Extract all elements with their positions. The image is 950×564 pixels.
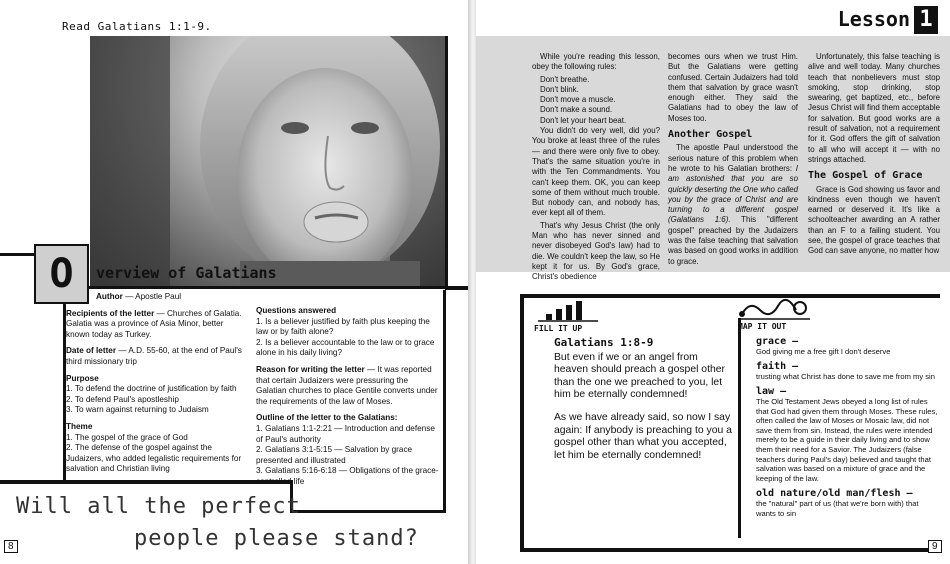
big-question-line-1: Will all the perfect xyxy=(16,494,301,519)
paragraph: The apostle Paul understood the serious nature of this problem when he wrote to his Galatian brothers: xyxy=(668,143,798,173)
glossary xyxy=(756,337,938,518)
paragraph: Unfortunately, this false teaching is alive and well today. Many churches teach that nonbelievers must stop smoking, stop drinking, stop swearing, get baptized, etc., before Jesus Christ will find them acceptable for salvation. But good works are a result of salvation, not a requirement for it. God offers the gift of salvation to all who will accept it — with no strings attached. xyxy=(808,52,940,164)
page-number-left: 8 xyxy=(4,540,18,553)
lesson-column-3 xyxy=(808,52,940,259)
bar-graph-icon xyxy=(538,300,598,322)
verse-text: But even if we or an angel from heaven should preach a gospel other than the one we preached to you, let him be eternally condemned! xyxy=(554,351,725,401)
overview-column-left xyxy=(66,292,248,475)
rule-item: Don't make a sound. xyxy=(540,105,613,115)
lesson-label: Lesson xyxy=(837,7,910,31)
paragraph: Grace is God showing us favor and kindness even though we haven't earned or deserved it. It's like a schoolteacher awarding an A rather than an F to a failing student. You see, the gospel of grace teaches that God can save anyone, no matter how xyxy=(808,184,940,256)
divider xyxy=(290,510,446,513)
glossary-term: old nature/old man/flesh — xyxy=(756,488,913,500)
fill-it-up-label: FILL IT UP xyxy=(534,324,583,333)
left-page xyxy=(0,0,468,564)
author-label: Author xyxy=(96,292,123,301)
reading-assignment: Read Galatians 1:1-9. xyxy=(62,20,212,33)
rule-item: Don't blink. xyxy=(540,84,579,94)
subheading-gospel-of-grace: The Gospel of Grace xyxy=(808,170,923,182)
reason-value: — It was reported that certain Judaizers were pressuring the Galatian churches to place Gentile converts under the requirements of the law of Moses. xyxy=(256,364,438,406)
page-number-right: 9 xyxy=(928,540,942,553)
divider xyxy=(0,253,34,256)
overview-title: verview of Galatians xyxy=(96,264,277,282)
list-item: 1. To defend the doctrine of justification by faith xyxy=(66,384,237,394)
author-value: — Apostle Paul xyxy=(122,292,182,301)
list-item: 2. Galatians 3:1-5:15 — Salvation by grace presented and illustrated xyxy=(256,445,413,465)
list-item: 2. The defense of the gospel against the Judaizers, who added legalistic requirements for salvation and Christian living xyxy=(66,443,242,474)
girl-photo xyxy=(90,36,445,286)
rules-intro: While you're reading this lesson, obey the following rules: xyxy=(532,52,660,72)
rule-item: Don't move a muscle. xyxy=(540,95,616,105)
glossary-definition: the "natural" part of us (that we're born with) that wants to sin xyxy=(756,498,919,518)
divider xyxy=(445,36,448,288)
purpose-heading: Purpose xyxy=(66,373,99,383)
glossary-definition: God giving me a free gift I don't deserve xyxy=(756,346,891,356)
right-page xyxy=(476,0,950,564)
rule-item: Don't breathe. xyxy=(540,74,590,84)
list-item: 1. The gospel of the grace of God xyxy=(66,432,188,442)
lesson-column-2 xyxy=(668,52,798,269)
verse-reference: Galatians 1:8-9 xyxy=(554,336,654,349)
recipients-label: Recipients of the letter xyxy=(66,308,155,318)
list-item: 1. Galatians 1:1-2:21 — Introduction and defense of Paul's authority xyxy=(256,423,435,444)
lesson-column-1 xyxy=(532,52,660,285)
glossary-term: grace — xyxy=(756,336,799,347)
big-question-line-2: people please stand? xyxy=(134,526,419,551)
list-item: 2. To defend Paul's apostleship xyxy=(66,394,179,404)
divider xyxy=(443,290,446,510)
divider xyxy=(0,480,290,484)
divider xyxy=(738,318,741,538)
date-value: — A.D. 55-60, at the end of Paul's third missionary trip xyxy=(66,346,242,366)
paragraph: This "different gospel" preached by the Judaizers was the false teaching that salvation was based on good works in addition to grace. xyxy=(668,215,798,266)
recipients-value: — Churches of Galatia. Galatia was a province of Asia Minor, better known today as Turkey. xyxy=(66,308,242,339)
glossary-definition: The Old Testament Jews obeyed a long list of rules that God had given them through Moses. These rules, often called the law of Moses or Mosaic law, did not save them from sin. Instead, the rules were intended merely to be a guide in their daily living and to show them their need for a Savior. The Judaizers (false teachers during Paul's day) believed and taught that salvation was based on a mixture of grace and the keeping of the law. xyxy=(756,396,938,483)
reason-label: Reason for writing the letter xyxy=(256,364,365,374)
glossary-term: faith — xyxy=(756,361,799,373)
map-it-out-label: MAP IT OUT xyxy=(738,322,787,331)
list-item: 3. Galatians 5:16-6:18 — Obligations of the grace-controlled life xyxy=(256,466,439,486)
verse-text: As we have already said, so now I say again: If anybody is preaching to you a gospel other than what you accepted, let him be eternally condemned! xyxy=(554,411,732,461)
list-item: 2. Is a believer accountable to the law or to grace alone in his daily living? xyxy=(256,337,435,358)
lesson-number: 1 xyxy=(914,6,938,34)
divider xyxy=(445,286,468,290)
theme-heading: Theme xyxy=(66,421,93,431)
paragraph: becomes ours when we trust Him. But the Galatians were getting confused. Certain Judaizers had told them that salvation by grace wasn't enough either. They said the Galatians had to obey the law of Moses too. xyxy=(668,52,798,123)
rule-item: Don't let your heart beat. xyxy=(540,115,627,125)
outline-heading: Outline of the letter to the Galatians: xyxy=(256,413,398,423)
divider xyxy=(89,286,445,289)
section-initial: O xyxy=(49,251,74,297)
subheading-another-gospel: Another Gospel xyxy=(668,129,753,141)
scripture-quote: I am astonished that you are so quickly deserting the One who called you by the grace of Christ and are turning to a different gospel (Galatians 1:6). xyxy=(668,163,798,225)
book-gutter xyxy=(468,0,476,564)
date-label: Date of letter xyxy=(66,346,117,356)
list-item: 1. Is a believer justified by faith plus keeping the law or by faith alone? xyxy=(256,316,430,337)
lesson-heading xyxy=(838,6,938,34)
overview-column-right xyxy=(256,306,440,488)
paragraph: That's why Jesus Christ (the only Man who has never sinned and never disobeyed God's law) had to die. We couldn't keep the law, so He kept it for us. By God's grace, Christ's obedience xyxy=(532,220,660,282)
memory-verse xyxy=(554,337,734,472)
glossary-term: law — xyxy=(756,386,787,398)
glossary-definition: trusting what Christ has done to save me from my sin xyxy=(756,371,935,381)
list-item: 3. To warn against returning to Judaism xyxy=(66,405,209,415)
map-route-icon xyxy=(738,296,810,320)
questions-heading: Questions answered xyxy=(256,306,337,315)
paragraph: You didn't do very well, did you? You broke at least three of the rules — and there were only five to obey. That's the same situation you're in with the Ten Commandments. You can't keep them. OK, you can keep some of them without much trouble. But nobody can, and nobody has, ever kept all of them. xyxy=(532,126,660,218)
